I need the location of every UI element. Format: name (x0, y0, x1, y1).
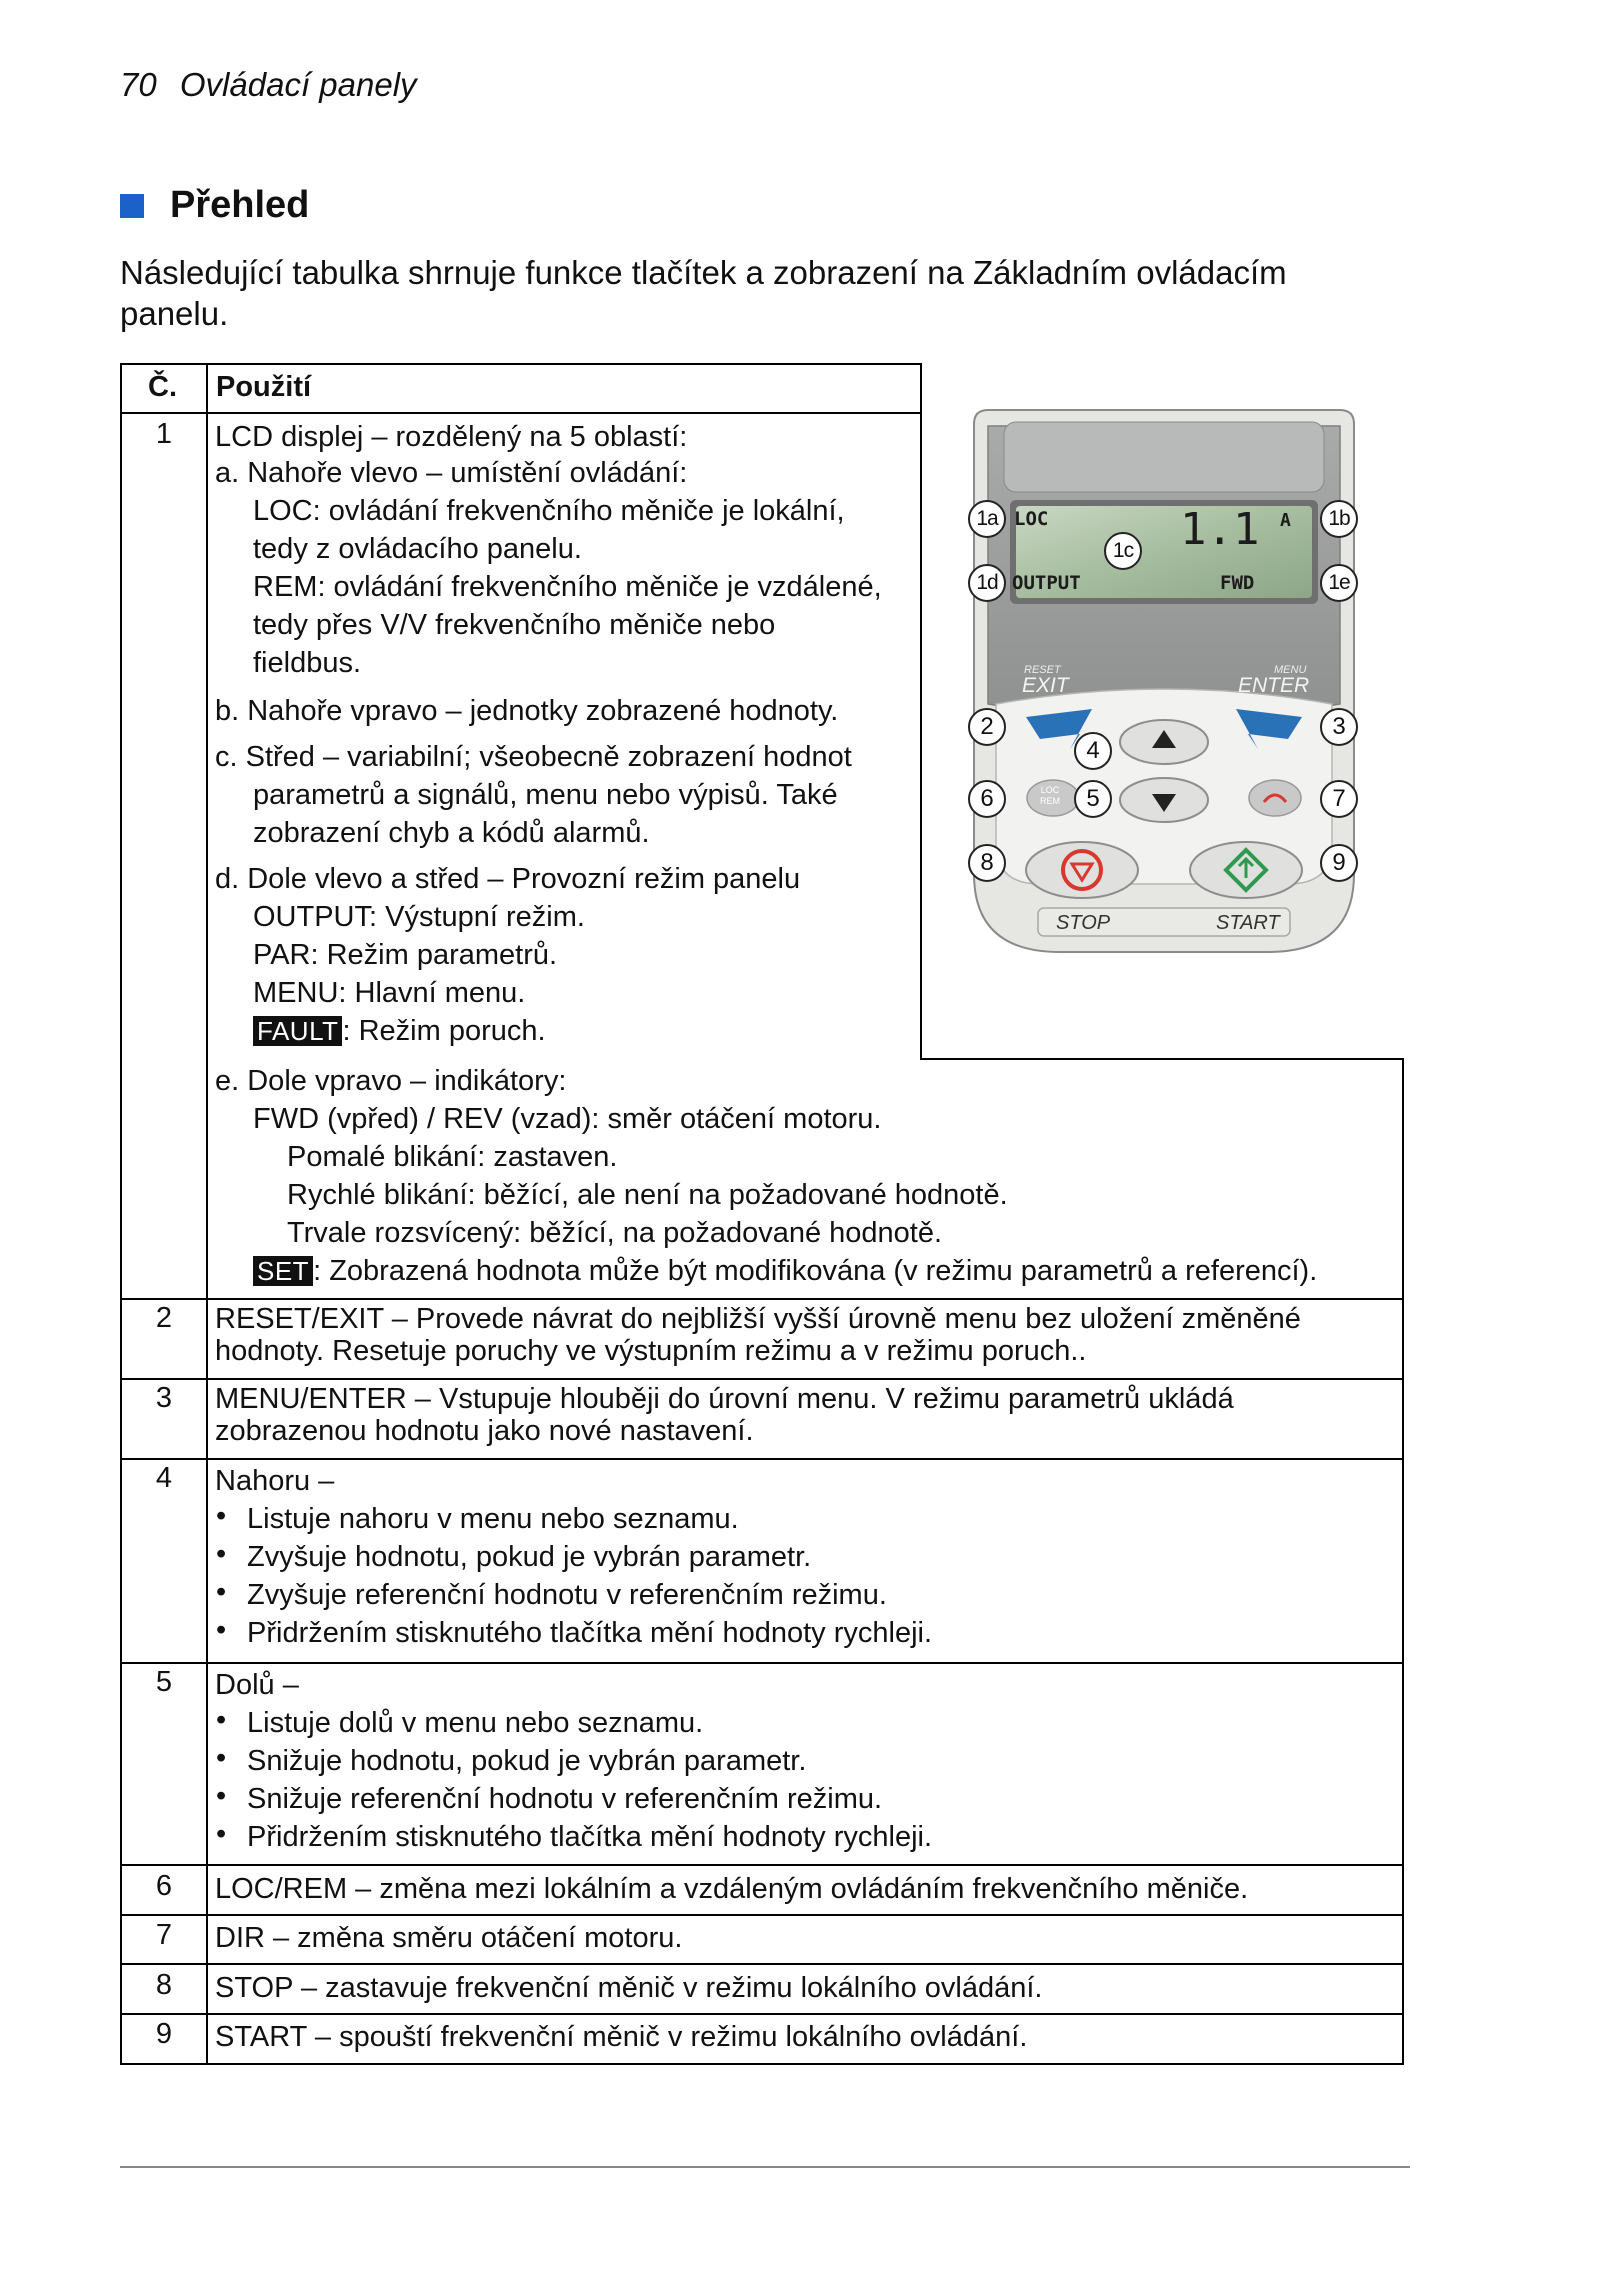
list-item: Přidržením stisknutého tlačítka mění hodnoty rychleji. (247, 1617, 933, 1649)
table-cell-text: RESET/EXIT – Provede návrat do nejbližší vyšší úrovně menu bez uložení změněné (215, 1303, 1301, 1335)
menu-label: MENU (1274, 664, 1307, 676)
table-cell-text: zobrazenou hodnotu jako nové nastavení. (215, 1415, 754, 1447)
table-cell-text: Dolů – (215, 1669, 299, 1701)
row-number: 6 (155, 1870, 173, 1902)
down-button[interactable] (1120, 778, 1208, 822)
list-item: Listuje nahoru v menu nebo seznamu. (247, 1503, 739, 1535)
row-number: 9 (155, 2018, 173, 2050)
list-item: Snižuje hodnotu, pokud je vybrán parametr. (247, 1745, 807, 1777)
list-item: Zvyšuje hodnotu, pokud je vybrán parametr. (247, 1541, 812, 1573)
callout-8: 8 (968, 844, 1006, 882)
row-number: 3 (155, 1382, 173, 1414)
table-cell-text: OUTPUT: Výstupní režim. (253, 901, 585, 933)
exit-label: EXIT (1022, 674, 1069, 697)
lcd-location-text: LOC (1014, 508, 1049, 530)
page-number: 70 (120, 66, 157, 103)
table-cell-text: Rychlé blikání: běžící, ale není na požadované hodnotě. (287, 1179, 1008, 1211)
callout-7: 7 (1320, 780, 1358, 818)
list-item: Snižuje referenční hodnotu v referenčním režimu. (247, 1783, 883, 1815)
dir-button[interactable] (1249, 780, 1301, 816)
list-item: Zvyšuje referenční hodnotu v referenčním režimu. (247, 1579, 887, 1611)
table-cell-text: LOC/REM – změna mezi lokálním a vzdáleným ovládáním frekvenčního měniče. (215, 1873, 1249, 1905)
lcd-unit-text: A (1280, 510, 1291, 531)
table-cell-text (253, 1012, 546, 1050)
callout-5: 5 (1074, 780, 1112, 818)
fault-indicator-label: FAULT (253, 1016, 342, 1046)
loc-label: LOC (1040, 785, 1060, 795)
control-panel-illustration (968, 404, 1360, 958)
bullet-icon: • (216, 1576, 227, 1608)
list-item: Listuje dolů v menu nebo seznamu. (247, 1707, 704, 1739)
table-cell-text: hodnoty. Resetuje poruchy ve výstupním režimu a v režimu poruch.. (215, 1335, 1087, 1367)
bullet-icon: • (216, 1614, 227, 1646)
table-cell-text: c. Střed – variabilní; všeobecně zobrazení hodnot (215, 741, 852, 773)
footer-rule (120, 2166, 1410, 2168)
reset-label: RESET (1024, 664, 1061, 676)
table-cell-text: tedy z ovládacího panelu. (253, 533, 582, 565)
bullet-icon: • (216, 1742, 227, 1774)
row-number: 1 (155, 418, 173, 450)
set-indicator-label: SET (253, 1256, 313, 1286)
up-button[interactable] (1120, 720, 1208, 764)
table-cell-text: d. Dole vlevo a střed – Provozní režim panelu (215, 863, 801, 895)
table-cell-text: Nahoru – (215, 1465, 335, 1497)
callout-4: 4 (1074, 732, 1112, 770)
table-cell-text: START – spouští frekvenční měnič v režimu lokálního ovládání. (215, 2021, 1028, 2053)
callout-1b: 1b (1320, 500, 1358, 538)
table-cell-text: Trvale rozsvícený: běžící, na požadované hodnotě. (287, 1217, 943, 1249)
table-cell-text: PAR: Režim parametrů. (253, 939, 558, 971)
table-cell-text: LCD displej – rozdělený na 5 oblastí: (215, 421, 688, 453)
intro-paragraph: Následující tabulka shrnuje funkce tlačítek a zobrazení na Základním ovládacím panelu. (120, 254, 1287, 332)
bullet-icon: • (216, 1818, 227, 1850)
page-header (120, 66, 417, 104)
stop-label: STOP (1056, 912, 1111, 934)
section-bullet-icon (120, 194, 144, 218)
callout-1c: 1c (1104, 532, 1142, 570)
table-cell-text: b. Nahoře vpravo – jednotky zobrazené hodnoty. (215, 695, 839, 727)
chapter-title: Ovládací panely (179, 66, 417, 103)
table-cell-text: tedy přes V/V frekvenčního měniče nebo (253, 609, 776, 641)
callout-6: 6 (968, 780, 1006, 818)
start-button[interactable] (1190, 842, 1302, 898)
stop-button[interactable] (1026, 842, 1138, 898)
row-number: 2 (155, 1302, 173, 1334)
bullet-icon: • (216, 1538, 227, 1570)
table-cell-text: REM: ovládání frekvenčního měniče je vzdálené, (253, 571, 882, 603)
enter-label: ENTER (1238, 674, 1310, 697)
loc-rem-button[interactable] (1027, 780, 1079, 816)
table-cell-text: FWD (vpřed) / REV (vzad): směr otáčení motoru. (253, 1103, 882, 1135)
column-header-usage: Použití (216, 371, 312, 403)
menu-enter-button[interactable] (1228, 702, 1312, 754)
row-number: 4 (155, 1462, 173, 1494)
lcd-direction-text: FWD (1220, 572, 1255, 594)
callout-3: 3 (1320, 708, 1358, 746)
row-number: 5 (155, 1666, 173, 1698)
callout-9: 9 (1320, 844, 1358, 882)
table-cell-text: parametrů a signálů, menu nebo výpisů. Také (253, 779, 838, 811)
table-cell-text: STOP – zastavuje frekvenční měnič v režimu lokálního ovládání. (215, 1972, 1043, 2004)
table-cell-text: LOC: ovládání frekvenčního měniče je lokální, (253, 495, 845, 527)
section-title: Přehled (170, 184, 310, 226)
callout-2: 2 (968, 708, 1006, 746)
lcd-value-text: 1.1 (1180, 504, 1260, 555)
bullet-icon: • (216, 1500, 227, 1532)
table-cell-text: MENU/ENTER – Vstupuje hlouběji do úrovní menu. V režimu parametrů ukládá (215, 1383, 1234, 1415)
table-cell-text: zobrazení chyb a kódů alarmů. (253, 817, 650, 849)
callout-1e: 1e (1320, 564, 1358, 602)
list-item: Přidržením stisknutého tlačítka mění hodnoty rychleji. (247, 1821, 933, 1853)
table-cell-text (253, 1252, 1317, 1290)
start-label: START (1216, 912, 1280, 934)
rem-label: REM (1040, 796, 1060, 806)
table-cell-text: fieldbus. (253, 647, 362, 679)
row-number: 8 (155, 1969, 173, 2001)
set-description: : Zobrazená hodnota může být modifikována (v režimu parametrů a referencí). (313, 1255, 1318, 1287)
lcd-mode-text: OUTPUT (1012, 572, 1081, 594)
bullet-icon: • (216, 1704, 227, 1736)
table-cell-text: a. Nahoře vlevo – umístění ovládání: (215, 457, 688, 489)
row-number: 7 (155, 1919, 173, 1951)
column-header-number: Č. (148, 371, 177, 403)
table-cell-text: e. Dole vpravo – indikátory: (215, 1065, 567, 1097)
callout-1a: 1a (968, 500, 1006, 538)
callout-1d: 1d (968, 564, 1006, 602)
table-cell-text: DIR – změna směru otáčení motoru. (215, 1922, 683, 1954)
section-heading (120, 184, 309, 227)
table-cell-text: MENU: Hlavní menu. (253, 977, 526, 1009)
bullet-icon: • (216, 1780, 227, 1812)
table-cell-text: Pomalé blikání: zastaven. (287, 1141, 618, 1173)
fault-description: : Režim poruch. (342, 1015, 546, 1047)
